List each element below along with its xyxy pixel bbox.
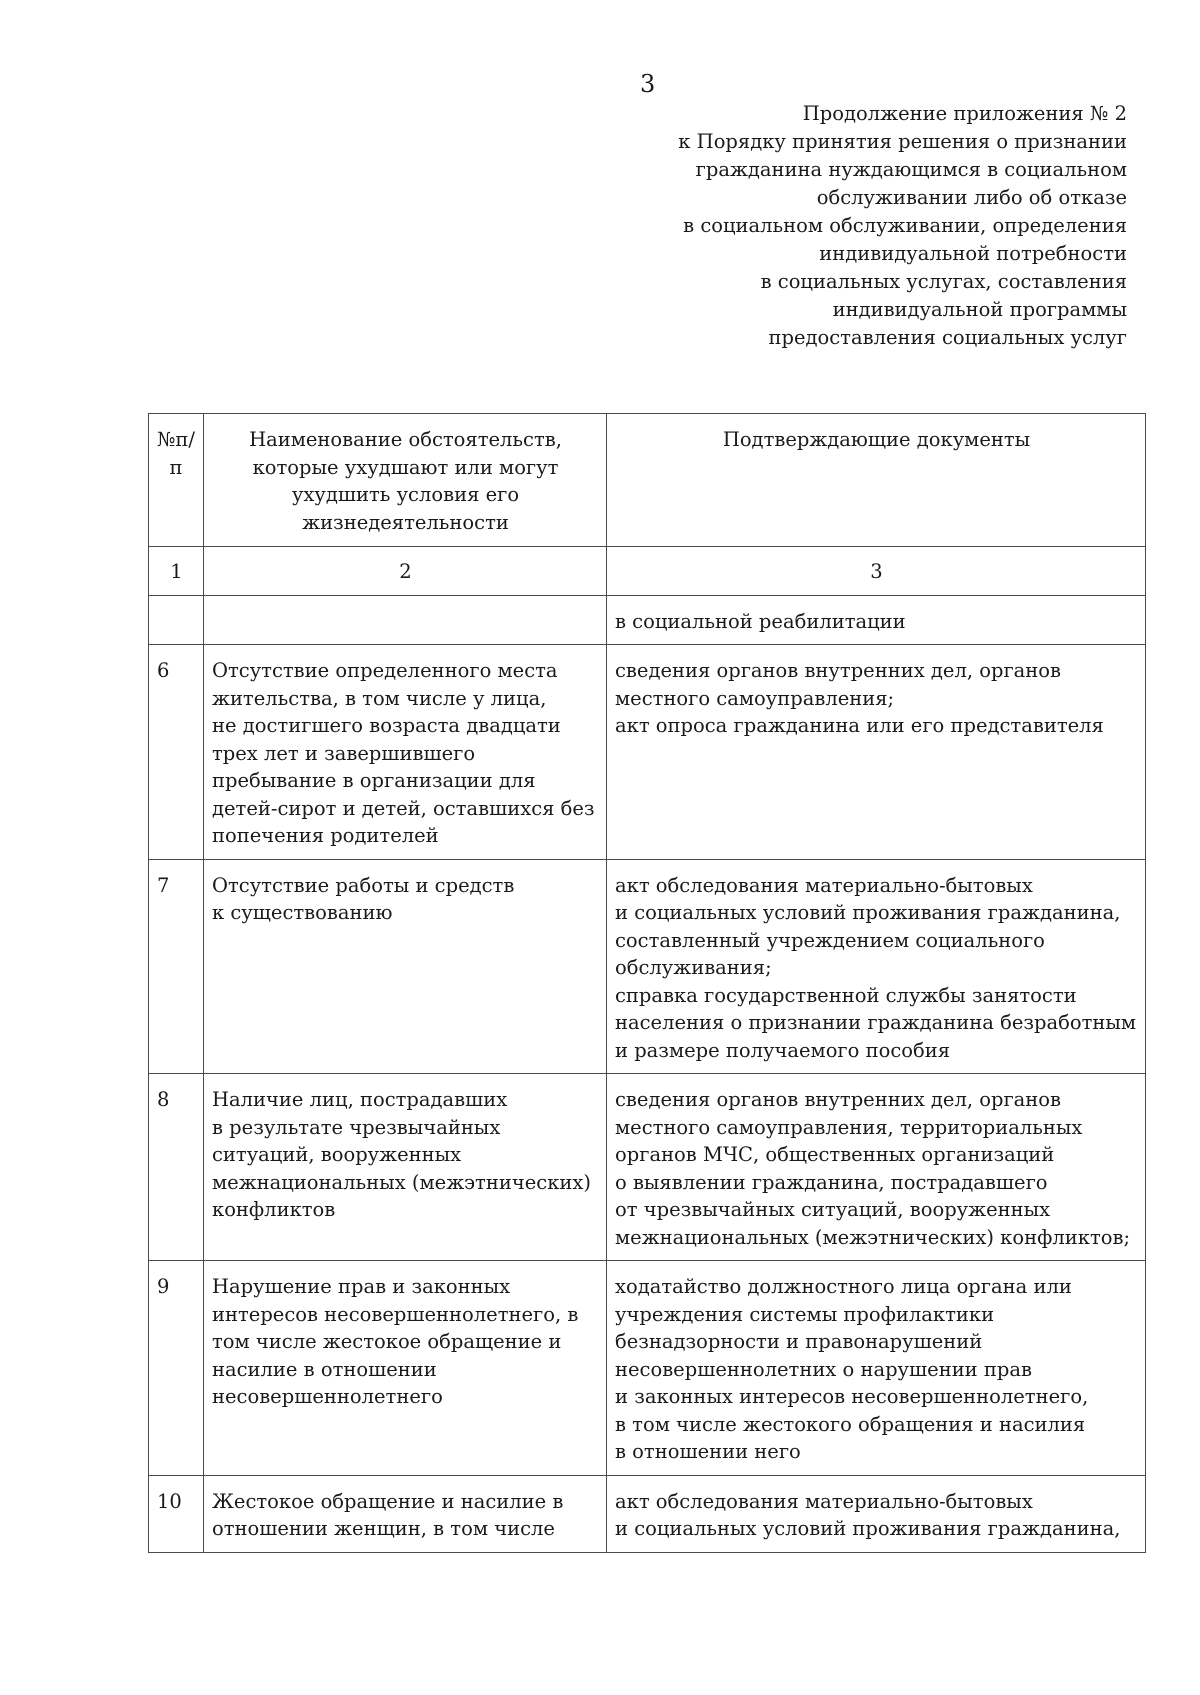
row-number-cell [149,1074,204,1261]
document-line: составленный учреждением социального [615,928,1045,952]
header-docs-cell [607,414,1146,547]
annex-line: к Порядку принятия решения о признании [678,130,1127,153]
document-line: местного самоуправления; [615,686,895,710]
table-row [149,645,1146,860]
documents-cell [607,645,1146,860]
document-line: и размере получаемого пособия [615,1038,951,1062]
circumstance-line: не достигшего возраста двадцати [212,714,561,737]
document-line: о выявлении гражданина, пострадавшего [615,1170,1048,1194]
column-numbers-row [149,547,1146,596]
circumstance-cell [204,859,607,1074]
header-name-text: жизнедеятельности [302,510,509,534]
document-line: межнациональных (межэтнических) конфликтов; [615,1225,1131,1249]
document-line: несовершеннолетних о нарушении прав [615,1357,1032,1381]
document-line: ходатайство должностного лица органа или [615,1275,1072,1298]
circumstance-line: Отсутствие определенного места [212,659,558,682]
header-name-cell [204,414,607,547]
row-number: 9 [157,1275,170,1298]
circumstance-line: в результате чрезвычайных [212,1115,501,1139]
document-line: и законных интересов несовершеннолетнего, [615,1385,1089,1408]
circumstance-cell [204,1261,607,1476]
circumstance-line: к существованию [212,901,393,924]
circumstance-cell [204,1074,607,1261]
documents-cell [607,1261,1146,1476]
row-number: 6 [157,659,170,682]
row-number-cell [149,595,204,645]
row-number-cell [149,859,204,1074]
row-number-cell [149,645,204,860]
document-line: в отношении него [615,1440,801,1463]
document-line: от чрезвычайных ситуаций, вооруженных [615,1198,1051,1221]
document-line: сведения органов внутренних дел, органов [615,659,1062,682]
documents-cell [607,1074,1146,1261]
document-line: в том числе жестокого обращения и насилия [615,1412,1086,1436]
circumstance-cell [204,645,607,860]
row-number-cell [149,1475,204,1552]
row-number: 7 [157,873,170,897]
annex-line: в социальных услугах, составления [760,270,1127,293]
circumstance-line: насилие в отношении [212,1357,437,1381]
document-line: сведения органов внутренних дел, органов [615,1088,1062,1111]
circumstance-line: несовершеннолетнего [212,1385,443,1408]
document-line: безнадзорности и правонарушений [615,1330,983,1353]
circumstance-line: интересов несовершеннолетнего, в [212,1302,579,1326]
column-number-3: 3 [607,547,1146,596]
row-number: 8 [157,1088,170,1111]
circumstances-table [148,413,1146,1553]
table-row [149,595,1146,645]
header-number-cell [149,414,204,547]
table-row [149,1261,1146,1476]
annex-line: индивидуальной программы [832,298,1127,321]
circumstance-line: детей-сирот и детей, оставшихся без [212,796,595,820]
table-row [149,1074,1146,1261]
annex-line: в социальном обслуживании, определения [683,214,1127,237]
column-number-1: 1 [149,547,204,596]
circumstance-cell [204,1475,607,1552]
documents-cell [607,595,1146,645]
document-line: органов МЧС, общественных организаций [615,1143,1055,1166]
circumstance-line: том числе жестокое обращение и [212,1330,562,1353]
document-line: акт обследования материально-бытовых [615,1489,1033,1513]
annex-line: предоставления социальных услуг [768,326,1127,349]
page-number: 3 [640,70,656,98]
annex-heading [560,100,1127,352]
table-header-row [149,414,1146,547]
circumstance-line: трех лет и завершившего [212,741,476,765]
row-number-cell [149,1261,204,1476]
circumstance-line: пребывание в организации для [212,769,536,792]
document-line: и социальных условий проживания гражданина, [615,1517,1121,1540]
circumstance-line: Отсутствие работы и средств [212,873,515,897]
document-line: населения о признании гражданина безработным [615,1011,1137,1034]
circumstance-line: ситуаций, вооруженных [212,1143,462,1166]
annex-line: гражданина нуждающимся в социальном [695,158,1127,181]
circumstance-line: межнациональных (межэтнических) [212,1170,591,1194]
document-line: учреждения системы профилактики [615,1302,995,1326]
header-docs-text: Подтверждающие документы [722,428,1031,451]
document-line: акт обследования материально-бытовых [615,873,1033,897]
circumstance-cell [204,595,607,645]
document-line: в социальной реабилитации [615,609,906,633]
document-line: справка государственной службы занятости [615,983,1077,1007]
table-row [149,859,1146,1074]
document-line: обслуживания; [615,956,772,979]
annex-line: индивидуальной потребности [819,242,1127,265]
header-name-text: которые ухудшают или могут [252,455,559,479]
circumstance-line: Нарушение прав и законных [212,1275,511,1298]
header-number-text: п [169,455,183,479]
document-line: местного самоуправления, территориальных [615,1115,1083,1139]
header-number-text: №п/ [156,428,196,451]
documents-cell [607,859,1146,1074]
row-number: 10 [157,1489,182,1513]
circumstance-line: Жестокое обращение и насилие в [212,1489,564,1513]
document-line: и социальных условий проживания гражданина, [615,901,1121,924]
column-number-2: 2 [204,547,607,596]
circumstance-line: жительства, в том числе у лица, [212,686,547,710]
table-row [149,1475,1146,1552]
documents-cell [607,1475,1146,1552]
circumstance-line: отношении женщин, в том числе [212,1517,555,1540]
circumstance-line: попечения родителей [212,824,439,847]
annex-line: Продолжение приложения № 2 [802,102,1127,125]
annex-line: обслуживании либо об отказе [816,186,1127,209]
circumstance-line: Наличие лиц, пострадавших [212,1088,508,1111]
header-name-text: ухудшить условия его [291,483,520,506]
document-line: акт опроса гражданина или его представителя [615,714,1104,737]
circumstance-line: конфликтов [212,1198,336,1221]
header-name-text: Наименование обстоятельств, [249,428,562,451]
